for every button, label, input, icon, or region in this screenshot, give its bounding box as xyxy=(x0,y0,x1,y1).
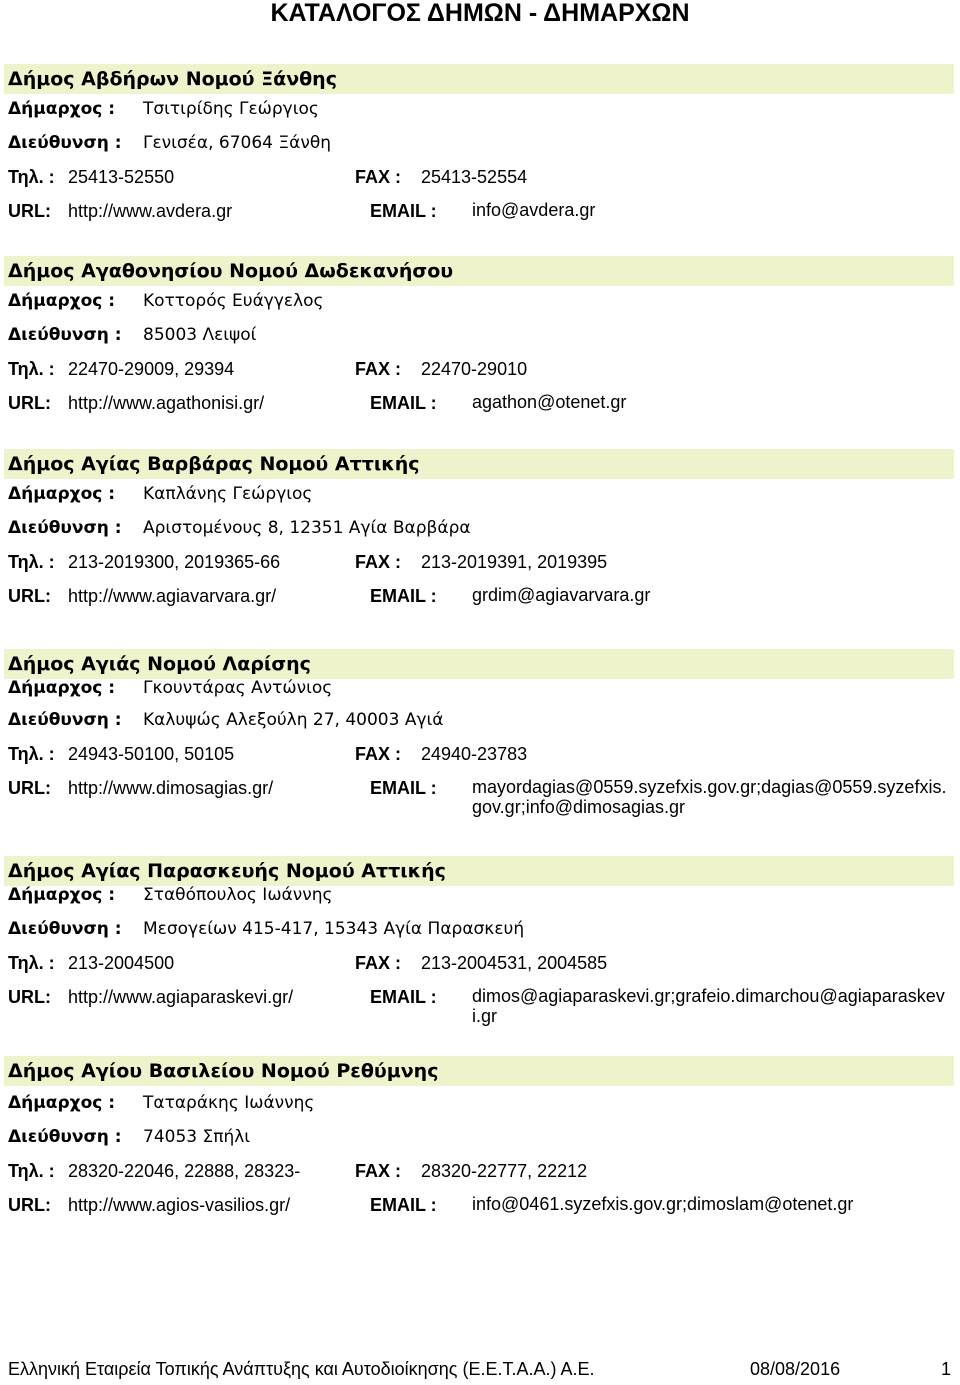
fax-value: 28320-22777, 22212 xyxy=(421,1161,588,1181)
mayor-row xyxy=(0,290,960,316)
address-label: Διεύθυνση : xyxy=(8,133,122,153)
address-value: Γενισέα, 67064 Ξάνθη xyxy=(143,133,331,153)
fax-label: FAX : xyxy=(355,552,402,572)
mayor-row xyxy=(0,677,960,703)
address-value: 74053 Σπήλι xyxy=(143,1127,251,1147)
web-row xyxy=(0,777,960,817)
tel-value: 213-2004500 xyxy=(68,953,175,973)
email-label: EMAIL : xyxy=(370,201,437,221)
tel-value: 25413-52550 xyxy=(68,167,175,187)
municipality-header xyxy=(4,64,954,94)
fax-value: 213-2019391, 2019395 xyxy=(421,552,608,572)
fax-value: 213-2004531, 2004585 xyxy=(421,953,608,973)
fax-label: FAX : xyxy=(355,953,402,973)
url-link[interactable]: http://www.dimosagias.gr/ xyxy=(68,778,274,798)
web-row xyxy=(0,200,960,226)
address-label: Διεύθυνση : xyxy=(8,1127,122,1147)
mayor-label: Δήμαρχος : xyxy=(8,484,116,504)
tel-label: Τηλ. : xyxy=(8,552,55,572)
municipality-entry xyxy=(0,649,960,839)
tel-value: 24943-50100, 50105 xyxy=(68,744,235,764)
municipality-name: Δήμος Αγαθονησίου Νομού Δωδεκανήσου xyxy=(8,260,454,282)
address-value: Αριστομένους 8, 12351 Αγία Βαρβάρα xyxy=(143,518,471,538)
municipality-entry xyxy=(0,449,960,639)
web-row xyxy=(0,986,960,1026)
tel-value: 213-2019300, 2019365-66 xyxy=(68,552,281,572)
mayor-label: Δήμαρχος : xyxy=(8,678,116,698)
footer-organization: Ελληνική Εταιρεία Τοπικής Ανάπτυξης και Αυτοδιοίκησης (Ε.Ε.Τ.Α.Α.) Α.Ε. xyxy=(8,1359,595,1379)
footer-date: 08/08/2016 xyxy=(750,1359,841,1379)
address-row xyxy=(0,517,960,543)
mayor-name: Τσιτιρίδης Γεώργιος xyxy=(143,99,319,119)
fax-label: FAX : xyxy=(355,744,402,764)
municipality-header xyxy=(4,449,954,479)
fax-value: 25413-52554 xyxy=(421,167,528,187)
web-row xyxy=(0,585,960,611)
address-row xyxy=(0,918,960,944)
municipality-name: Δήμος Αβδήρων Νομού Ξάνθης xyxy=(8,68,337,90)
municipality-header xyxy=(4,1056,954,1086)
phone-row xyxy=(0,952,960,978)
address-row xyxy=(0,324,960,350)
email-link[interactable]: info@avdera.gr xyxy=(472,200,596,220)
email-label: EMAIL : xyxy=(370,1195,437,1215)
email-link[interactable]: dimos@agiaparaskevi.gr;grafeio.dimarchou@agiaparaskevi.gr xyxy=(472,986,945,1026)
url-label: URL: xyxy=(8,987,51,1007)
address-label: Διεύθυνση : xyxy=(8,325,122,345)
mayor-label: Δήμαρχος : xyxy=(8,885,116,905)
web-row xyxy=(0,1194,960,1220)
address-value: 85003 Λειψοί xyxy=(143,325,257,345)
url-link[interactable]: http://www.agiaparaskevi.gr/ xyxy=(68,987,294,1007)
footer-page-number: 1 xyxy=(941,1359,952,1379)
tel-value: 22470-29009, 29394 xyxy=(68,359,235,379)
tel-value: 28320-22046, 22888, 28323- xyxy=(68,1161,301,1181)
mayor-name: Κοττορός Ευάγγελος xyxy=(143,291,324,311)
municipality-entry xyxy=(0,1056,960,1246)
url-link[interactable]: http://www.avdera.gr xyxy=(68,201,233,221)
tel-label: Τηλ. : xyxy=(8,744,55,764)
tel-label: Τηλ. : xyxy=(8,167,55,187)
phone-row xyxy=(0,551,960,577)
email-label: EMAIL : xyxy=(370,586,437,606)
municipality-name: Δήμος Αγίας Βαρβάρας Νομού Αττικής xyxy=(8,453,420,475)
address-row xyxy=(0,132,960,158)
email-label: EMAIL : xyxy=(370,393,437,413)
address-value: Μεσογείων 415-417, 15343 Αγία Παρασκευή xyxy=(143,919,525,939)
mayor-row xyxy=(0,1092,960,1118)
tel-label: Τηλ. : xyxy=(8,359,55,379)
phone-row xyxy=(0,1160,960,1186)
url-link[interactable]: http://www.agios-vasilios.gr/ xyxy=(68,1195,291,1215)
url-label: URL: xyxy=(8,393,51,413)
mayor-label: Δήμαρχος : xyxy=(8,1093,116,1113)
mayor-name: Καπλάνης Γεώργιος xyxy=(143,484,313,504)
url-label: URL: xyxy=(8,778,51,798)
fax-label: FAX : xyxy=(355,359,402,379)
address-label: Διεύθυνση : xyxy=(8,710,122,730)
address-row xyxy=(0,1126,960,1152)
page-title: ΚΑΤΑΛΟΓΟΣ ΔΗΜΩΝ - ΔΗΜΑΡΧΩΝ xyxy=(270,0,690,27)
phone-row xyxy=(0,358,960,384)
fax-label: FAX : xyxy=(355,1161,402,1181)
mayor-name: Ταταράκης Ιωάννης xyxy=(143,1093,315,1113)
municipality-entry xyxy=(0,856,960,1046)
address-label: Διεύθυνση : xyxy=(8,518,122,538)
mayor-label: Δήμαρχος : xyxy=(8,291,116,311)
mayor-row xyxy=(0,884,960,910)
municipality-name: Δήμος Αγιάς Νομού Λαρίσης xyxy=(8,653,311,675)
address-row xyxy=(0,709,960,735)
web-row xyxy=(0,392,960,418)
municipality-header xyxy=(4,649,954,679)
email-label: EMAIL : xyxy=(370,987,437,1007)
url-label: URL: xyxy=(8,201,51,221)
email-link[interactable]: info@0461.syzefxis.gov.gr;dimoslam@otenet.gr xyxy=(472,1194,854,1214)
email-link[interactable]: grdim@agiavarvara.gr xyxy=(472,585,651,605)
fax-value: 24940-23783 xyxy=(421,744,528,764)
municipality-name: Δήμος Αγίας Παρασκευής Νομού Αττικής xyxy=(8,860,446,882)
url-link[interactable]: http://www.agiavarvara.gr/ xyxy=(68,586,277,606)
phone-row xyxy=(0,743,960,769)
address-value: Καλυψώς Αλεξούλη 27, 40003 Αγιά xyxy=(143,710,444,730)
mayor-row xyxy=(0,98,960,124)
email-link[interactable]: agathon@otenet.gr xyxy=(472,392,627,412)
phone-row xyxy=(0,166,960,192)
url-label: URL: xyxy=(8,1195,51,1215)
municipality-entry xyxy=(0,64,960,254)
email-link[interactable]: mayordagias@0559.syzefxis.gov.gr;dagias@0559.syzefxis.gov.gr;info@dimosagias.gr xyxy=(472,777,947,817)
address-label: Διεύθυνση : xyxy=(8,919,122,939)
municipality-header xyxy=(4,856,954,886)
mayor-name: Σταθόπουλος Ιωάννης xyxy=(143,885,333,905)
tel-label: Τηλ. : xyxy=(8,1161,55,1181)
mayor-row xyxy=(0,483,960,509)
fax-value: 22470-29010 xyxy=(421,359,528,379)
municipality-entry xyxy=(0,256,960,446)
page-footer xyxy=(0,1359,960,1385)
email-label: EMAIL : xyxy=(370,778,437,798)
municipality-name: Δήμος Αγίου Βασιλείου Νομού Ρεθύμνης xyxy=(8,1060,439,1082)
url-label: URL: xyxy=(8,586,51,606)
tel-label: Τηλ. : xyxy=(8,953,55,973)
mayor-label: Δήμαρχος : xyxy=(8,99,116,119)
url-link[interactable]: http://www.agathonisi.gr/ xyxy=(68,393,265,413)
municipality-header xyxy=(4,256,954,286)
mayor-name: Γκουντάρας Αντώνιος xyxy=(143,678,333,698)
fax-label: FAX : xyxy=(355,167,402,187)
